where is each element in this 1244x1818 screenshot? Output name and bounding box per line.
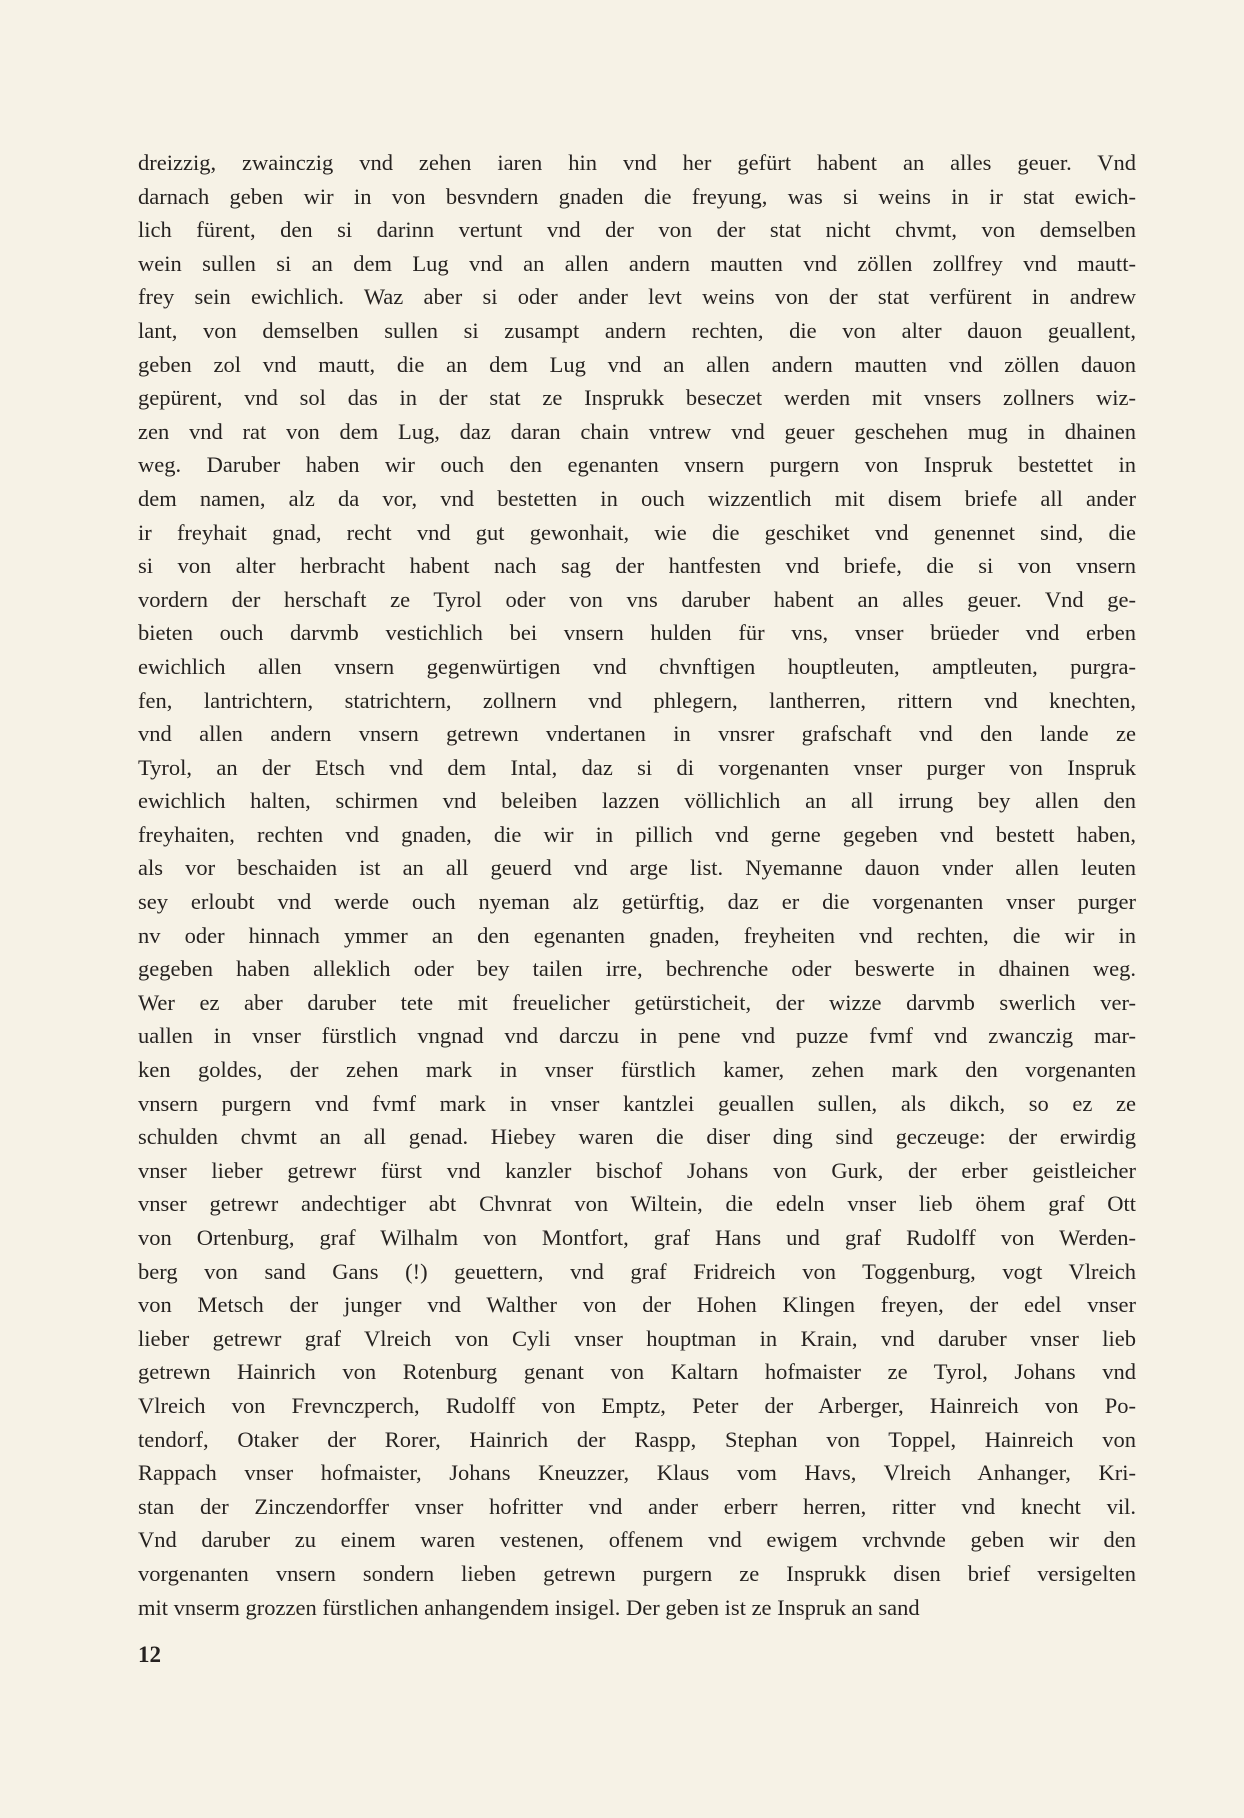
text-line: vordern der herschaft ze Tyrol oder von vns daruber habent an alles geuer. Vnd ge- (138, 586, 1136, 612)
text-line: fen, lantrichtern, statrichtern, zollnern vnd phlegern, lantherren, rittern vnd knechten, (138, 687, 1136, 713)
text-line: frey sein ewichlich. Waz aber si oder ander levt weins von der stat verfürent in andrew (138, 284, 1136, 310)
text-line: ken goldes, der zehen mark in vnser fürstlich kamer, zehen mark den vorgenanten (138, 1057, 1136, 1083)
text-line: vnser getrewr andechtiger abt Chvnrat von Wiltein, die edeln vnser lieb öhem graf Ott (138, 1191, 1136, 1217)
text-line: uallen in vnser fürstlich vngnad vnd darczu in pene vnd puzze fvmf vnd zwanczig mar- (138, 1023, 1136, 1049)
text-line: darnach geben wir in von besvndern gnaden die freyung, was si weins in ir stat ewich- (138, 183, 1136, 209)
text-line: weg. Daruber haben wir ouch den egenanten vnsern purgern von Inspruk bestettet in (138, 452, 1136, 478)
text-line: getrewn Hainrich von Rotenburg genant von Kaltarn hofmaister ze Tyrol, Johans vnd (138, 1359, 1136, 1385)
text-line: dem namen, alz da vor, vnd bestetten in ouch wizzentlich mit disem briefe all ander (138, 485, 1136, 511)
text-line: stan der Zinczendorffer vnser hofritter vnd ander erberr herren, ritter vnd knecht vil. (138, 1493, 1136, 1519)
text-line: geben zol vnd mautt, die an dem Lug vnd an allen andern mautten vnd zöllen dauon (138, 351, 1136, 377)
text-line: ewichlich allen vnsern gegenwürtigen vnd chvnftigen houptleuten, amptleuten, purgra- (138, 653, 1136, 679)
text-line: schulden chvmt an all genad. Hiebey waren die diser ding sind geczeuge: der erwirdig (138, 1124, 1136, 1150)
text-line: mit vnserm grozzen fürstlichen anhangendem insigel. Der geben ist ze Inspruk an sand (138, 1594, 920, 1620)
text-line: von Ortenburg, graf Wilhalm von Montfort, graf Hans und graf Rudolff von Werden- (138, 1225, 1136, 1250)
text-line: Tyrol, an der Etsch vnd dem Intal, daz si di vorgenanten vnser purger von Inspruk (138, 754, 1136, 780)
text-line: gepürent, vnd sol das in der stat ze Insprukk beseczet werden mit vnsers zollners wiz- (138, 385, 1136, 411)
text-line: vnsern purgern vnd fvmf mark in vnser kantzlei geuallen sullen, als dikch, so ez ze (138, 1090, 1136, 1116)
text-line: berg von sand Gans (!) geuettern, vnd graf Fridreich von Toggenburg, vogt Vlreich (138, 1258, 1136, 1284)
text-line: zen vnd rat von dem Lug, daz daran chain vntrew vnd geuer geschehen mug in dhainen (138, 418, 1136, 444)
text-line: ewichlich halten, schirmen vnd beleiben lazzen völlichlich an all irrung bey allen den (138, 788, 1136, 814)
text-line: si von alter herbracht habent nach sag der hantfesten vnd briefe, die si von vnsern (138, 553, 1136, 579)
text-line: Vnd daruber zu einem waren vestenen, offenem vnd ewigem vrchvnde geben wir den (138, 1527, 1136, 1553)
text-line: als vor beschaiden ist an all geuerd vnd arge list. Nyemanne dauon vnder allen leuten (138, 855, 1136, 881)
text-line: vorgenanten vnsern sondern lieben getrewn purgern ze Insprukk disen brief versigelten (138, 1560, 1136, 1586)
text-line: tendorf, Otaker der Rorer, Hainrich der Raspp, Stephan von Toppel, Hainreich von (138, 1426, 1136, 1452)
text-line: sey erloubt vnd werde ouch nyeman alz getürftig, daz er die vorgenanten vnser purger (138, 889, 1136, 915)
text-line: wein sullen si an dem Lug vnd an allen andern mautten vnd zöllen zollfrey vnd mautt- (138, 250, 1136, 276)
text-line: lieber getrewr graf Vlreich von Cyli vnser houptman in Krain, vnd daruber vnser lieb (138, 1325, 1136, 1351)
text-line: Rappach vnser hofmaister, Johans Kneuzzer, Klaus vom Havs, Vlreich Anhanger, Kri- (138, 1460, 1136, 1486)
text-line: freyhaiten, rechten vnd gnaden, die wir in pillich vnd gerne gegeben vnd bestett haben, (138, 821, 1136, 847)
text-line: bieten ouch darvmb vestichlich bei vnsern hulden für vns, vnser brüeder vnd erben (138, 620, 1136, 646)
text-line: vnser lieber getrewr fürst vnd kanzler bischof Johans von Gurk, der erber geistleicher (138, 1157, 1136, 1183)
text-line: ir freyhait gnad, recht vnd gut gewonhait, wie die geschiket vnd genennet sind, die (138, 519, 1136, 545)
text-line: vnd allen andern vnsern getrewn vndertanen in vnsrer grafschaft vnd den lande ze (138, 721, 1136, 747)
text-line: lich fürent, den si darinn vertunt vnd der von der stat nicht chvmt, von demselben (138, 217, 1136, 243)
text-line: von Metsch der junger vnd Walther von der Hohen Klingen freyen, der edel vnser (138, 1292, 1136, 1318)
text-line: Wer ez aber daruber tete mit freuelicher getürsticheit, der wizze darvmb swerlich ver- (138, 989, 1136, 1015)
text-line: dreizzig, zwainczig vnd zehen iaren hin vnd her gefürt habent an alles geuer. Vnd (138, 150, 1136, 175)
text-line: gegeben haben alleklich oder bey tailen irre, bechrenche oder beswerte in dhainen weg. (138, 956, 1136, 982)
text-line: lant, von demselben sullen si zusampt andern rechten, die von alter dauon geuallent, (138, 317, 1136, 343)
text-line: Vlreich von Frevnczperch, Rudolff von Emptz, Peter der Arberger, Hainreich von Po- (138, 1392, 1136, 1418)
body-text (138, 146, 1136, 1624)
text-line: nv oder hinnach ymmer an den egenanten gnaden, freyheiten vnd rechten, die wir in (138, 922, 1136, 948)
page-number: 12 (138, 1642, 161, 1667)
